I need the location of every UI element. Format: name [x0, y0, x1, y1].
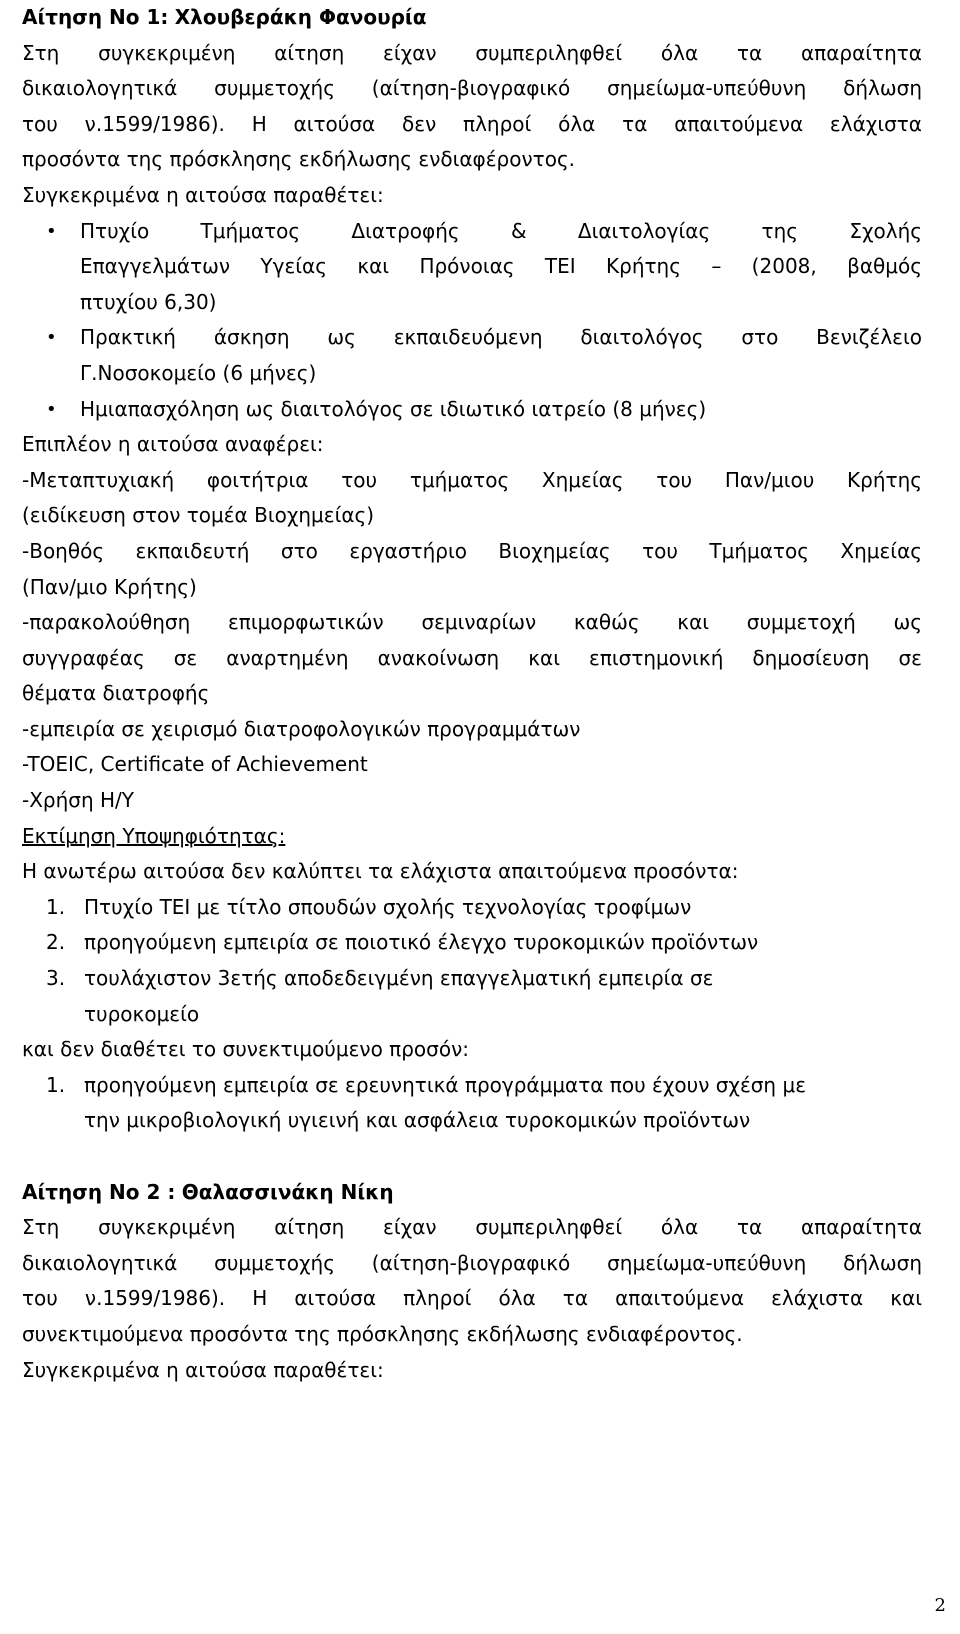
also-line: συγγραφέας σε αναρτημένη ανακοίνωση και επιστημονική δημοσίευση σε — [22, 645, 922, 670]
assessment-heading: Εκτίμηση Υποψηφιότητας: — [22, 823, 286, 848]
also-line: -εμπειρία σε χειρισμό διατροφολογικών προγραμμάτων — [22, 716, 581, 741]
also-line: -Χρήση Η/Υ — [22, 788, 134, 813]
application-2-lists-heading: Συγκεκριμένα η αιτούσα παραθέτει: — [22, 1357, 384, 1382]
weighted-item: 1. προηγούμενη εμπειρία σε ερευνητικά προγράμματα που έχουν σχέση με — [46, 1072, 807, 1097]
application-1-intro-line: δικαιολογητικά συμμετοχής (αίτηση-βιογραφικό σημείωμα-υπεύθυνη δήλωση — [22, 76, 922, 101]
bullet-item-continuation: πτυχίου 6,30) — [80, 289, 217, 314]
application-1-label: Αίτηση Νο 1: — [22, 5, 169, 29]
also-line: (Παν/μιο Κρήτης) — [22, 574, 197, 599]
also-line: θέματα διατροφής — [22, 681, 210, 706]
page-number: 2 — [934, 1595, 946, 1616]
missing-item: 2. προηγούμενη εμπειρία σε ποιοτικό έλεγχο τυροκομικών προϊόντων — [46, 930, 759, 955]
application-2-title — [22, 1175, 922, 1211]
also-line: -Μεταπτυχιακή φοιτήτρια του τμήματος Χημείας του Παν/μιου Κρήτης — [22, 467, 922, 492]
application-2-intro-line: δικαιολογητικά συμμετοχής (αίτηση-βιογραφικό σημείωμα-υπεύθυνη δήλωση — [22, 1250, 922, 1275]
application-2-label: Αίτηση Νο 2 : — [22, 1179, 176, 1204]
application-1-name: Χλουβεράκη Φανουρία — [174, 5, 427, 29]
bullet-item-continuation: Επαγγελμάτων Υγείας και Πρόνοιας ΤΕΙ Κρήτης – (2008, βαθμός — [80, 254, 922, 279]
application-2-intro-line: Στη συγκεκριμένη αίτηση είχαν συμπεριληφθεί όλα τα απαραίτητα — [22, 1215, 922, 1240]
application-1-intro-line: προσόντα της πρόσκλησης εκδήλωσης ενδιαφέροντος. — [22, 147, 576, 172]
also-line: -TOEIC, Certificate of Achievement — [22, 752, 368, 777]
missing-item-continuation: τυροκομείο — [84, 1001, 200, 1026]
bullet-item: • Πτυχίο Τμήματος Διατροφής & Διαιτολογίας της Σχολής — [22, 214, 922, 250]
also-line: (ειδίκευση στον τομέα Βιοχημείας) — [22, 503, 375, 528]
application-1-intro-line: του ν.1599/1986). Η αιτούσα δεν πληροί όλα τα απαιτούμενα ελάχιστα — [22, 111, 922, 136]
application-1-intro-line: Στη συγκεκριμένη αίτηση είχαν συμπεριληφθεί όλα τα απαραίτητα — [22, 40, 922, 65]
application-2-name: Θαλασσινάκη Νίκη — [181, 1179, 394, 1204]
application-1-title — [22, 0, 922, 36]
also-line: -παρακολούθηση επιμορφωτικών σεμιναρίων καθώς και συμμετοχή ως — [22, 610, 922, 635]
also-line: -Βοηθός εκπαιδευτή στο εργαστήριο Βιοχημείας του Τμήματος Χημείας — [22, 538, 922, 563]
application-2-intro-line: του ν.1599/1986). Η αιτούσα πληροί όλα τα απαιτούμενα ελάχιστα και — [22, 1286, 922, 1311]
weighted-item-continuation: την μικροβιολογική υγιεινή και ασφάλεια τυροκομικών προϊόντων — [84, 1108, 751, 1133]
missing-item: 3. τουλάχιστον 3ετής αποδεδειγμένη επαγγελματική εμπειρία σε — [46, 966, 714, 991]
bullet-item: • Ημιαπασχόληση ως διαιτολόγος σε ιδιωτικό ιατρείο (8 μήνες) — [22, 392, 922, 428]
application-1-also-heading: Επιπλέον η αιτούσα αναφέρει: — [22, 432, 324, 457]
bullet-icon: • — [46, 220, 57, 242]
spacer — [22, 1139, 922, 1175]
missing-heading: Η ανωτέρω αιτούσα δεν καλύπτει τα ελάχιστα απαιτούμενα προσόντα: — [22, 859, 739, 884]
bullet-item: • Πρακτική άσκηση ως εκπαιδευόμενη διαιτολόγος στο Βενιζέλειο — [22, 320, 922, 356]
bullet-icon: • — [46, 398, 57, 420]
application-2-intro-line: συνεκτιμούμενα προσόντα της πρόσκλησης εκδήλωσης ενδιαφέροντος. — [22, 1321, 743, 1346]
weighted-heading: και δεν διαθέτει το συνεκτιμούμενο προσόν: — [22, 1037, 469, 1062]
bullet-icon: • — [46, 327, 57, 349]
application-1-lists-heading: Συγκεκριμένα η αιτούσα παραθέτει: — [22, 182, 384, 207]
bullet-item-continuation: Γ.Νοσοκομείο (6 μήνες) — [80, 360, 317, 385]
missing-item: 1. Πτυχίο ΤΕΙ με τίτλο σπουδών σχολής τεχνολογίας τροφίμων — [46, 894, 692, 919]
